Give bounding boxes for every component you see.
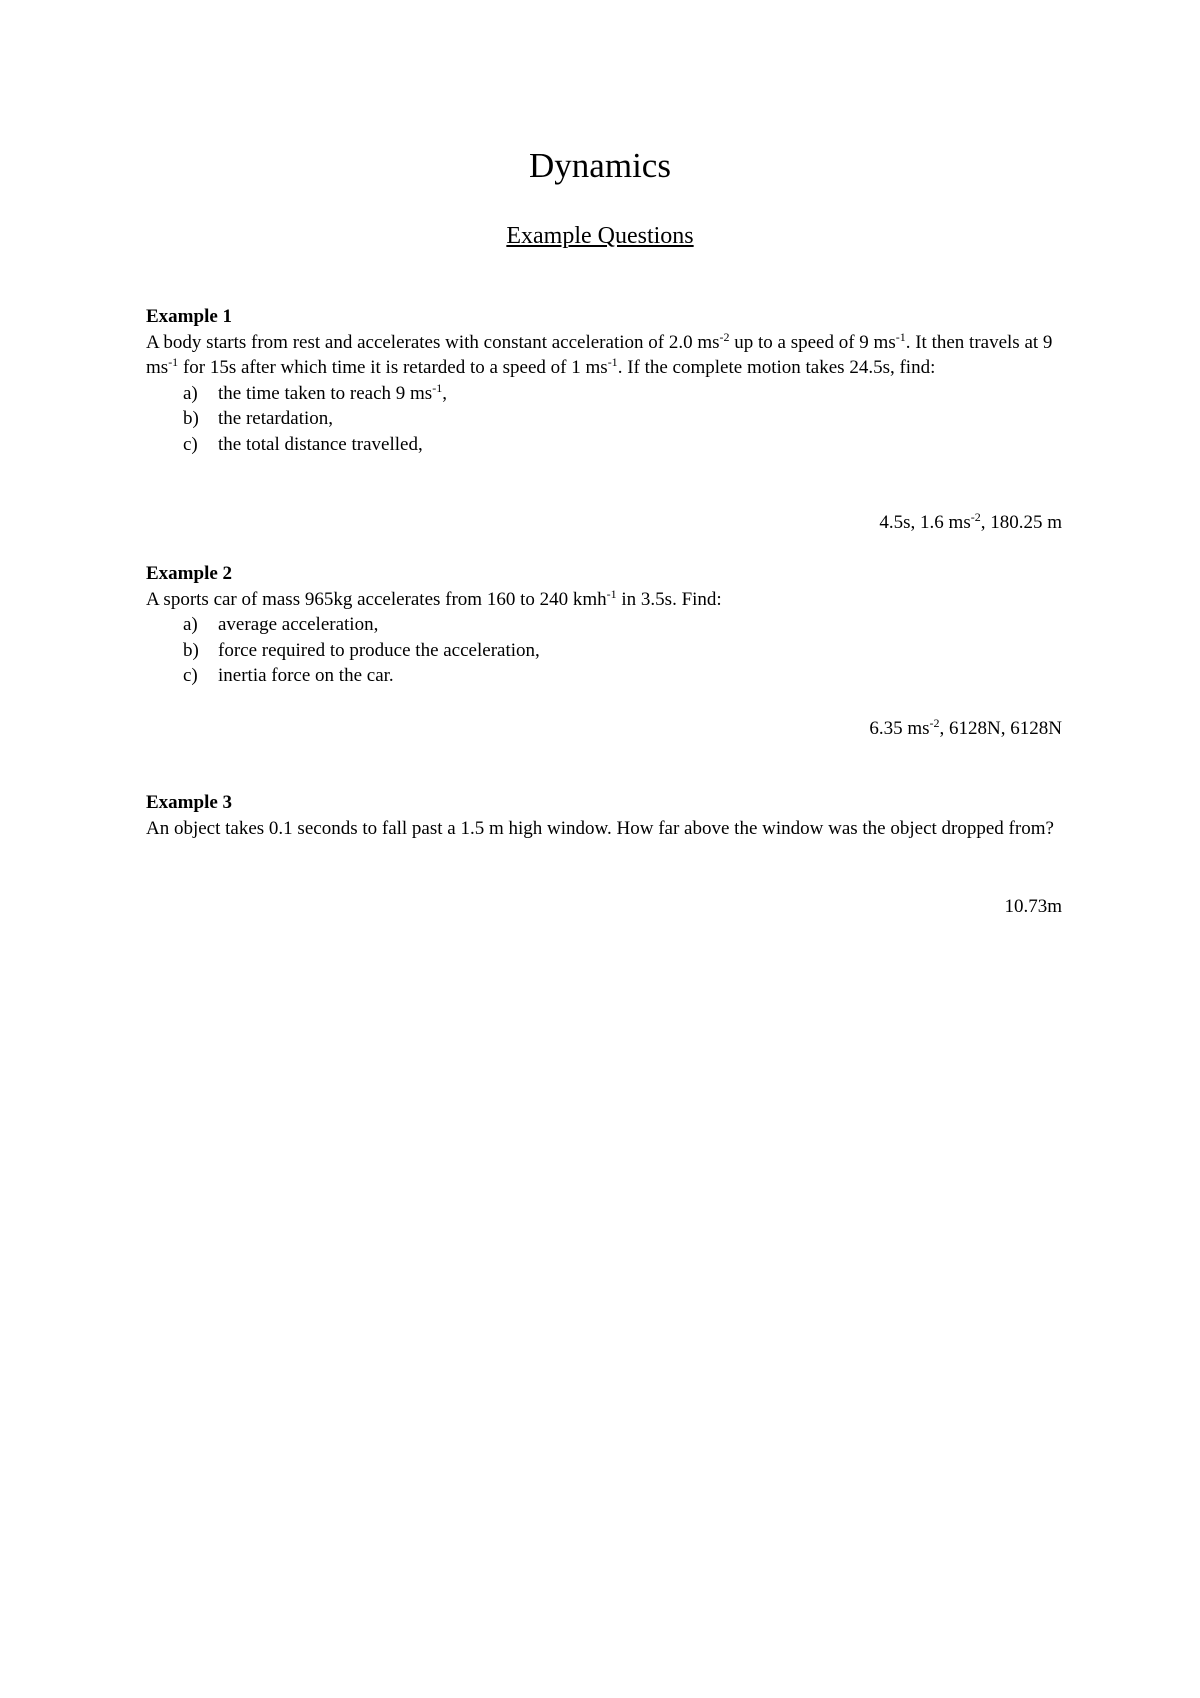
superscript: -2 <box>929 716 940 730</box>
list-item-text-part: the time taken to reach 9 ms <box>218 382 433 404</box>
list-item-text: the total distance travelled, <box>218 433 423 455</box>
page-subtitle: Example Questions <box>506 223 694 249</box>
superscript: -1 <box>895 329 906 344</box>
example-1-heading: Example 1 <box>146 306 233 327</box>
example-1 <box>146 304 1062 457</box>
example-2 <box>146 561 1062 689</box>
superscript: -1 <box>606 586 617 601</box>
list-marker: c) <box>183 433 198 455</box>
list-marker: a) <box>183 614 198 635</box>
page-title: Dynamics <box>529 146 671 185</box>
list-item-text <box>218 381 447 407</box>
list-item-text: the retardation, <box>218 408 334 429</box>
example-1-answer <box>146 510 1062 536</box>
list-item <box>183 663 1062 689</box>
example-1-question <box>146 330 1062 381</box>
example-2-heading: Example 2 <box>146 563 233 584</box>
example-2-answer <box>146 716 1062 742</box>
answer-part: , 6128N, 6128N <box>939 718 1062 739</box>
example-1-list <box>146 381 1062 458</box>
example-1-text-part: A body starts from rest and accelerates with constant acceleration of 2.0 ms <box>146 331 720 353</box>
list-item <box>183 406 1062 432</box>
list-item <box>183 612 1062 638</box>
list-item-text: average acceleration, <box>218 614 379 635</box>
example-1-text-part: up to a speed of 9 ms <box>729 331 896 353</box>
superscript: -2 <box>970 510 981 524</box>
list-item-text: force required to produce the acceleration, <box>218 639 540 661</box>
example-3 <box>146 790 1062 841</box>
list-marker: b) <box>183 639 199 661</box>
example-1-text-part: . It then travels at 9 ms <box>146 331 1053 378</box>
list-marker: a) <box>183 382 198 404</box>
example-2-text-part: A sports car of mass 965kg accelerates from 160 to 240 kmh <box>146 588 607 610</box>
list-item-text-part: , <box>442 382 447 404</box>
list-item <box>183 381 1062 407</box>
list-marker: c) <box>183 665 198 686</box>
example-2-question <box>146 587 1062 613</box>
example-3-heading: Example 3 <box>146 792 233 813</box>
list-item <box>183 432 1062 458</box>
example-3-answer: 10.73m <box>1004 896 1062 917</box>
list-item-text: inertia force on the car. <box>218 665 394 686</box>
example-1-text-part: . If the complete motion takes 24.5s, find: <box>617 357 936 378</box>
example-2-list <box>146 612 1062 689</box>
example-2-text-part: in 3.5s. Find: <box>616 588 722 610</box>
superscript: -1 <box>168 355 179 369</box>
superscript: -1 <box>432 380 443 395</box>
list-marker: b) <box>183 408 199 429</box>
superscript: -2 <box>719 329 730 344</box>
example-3-question: An object takes 0.1 seconds to fall past a 1.5 m high window. How far above the window was the object dropped from? <box>146 817 1054 839</box>
superscript: -1 <box>607 355 618 369</box>
example-1-text-part: for 15s after which time it is retarded to a speed of 1 ms <box>178 357 608 378</box>
list-item <box>183 638 1062 664</box>
answer-part: 6.35 ms <box>869 718 930 739</box>
answer-part: 4.5s, 1.6 ms <box>879 512 971 533</box>
answer-part: , 180.25 m <box>980 512 1062 533</box>
